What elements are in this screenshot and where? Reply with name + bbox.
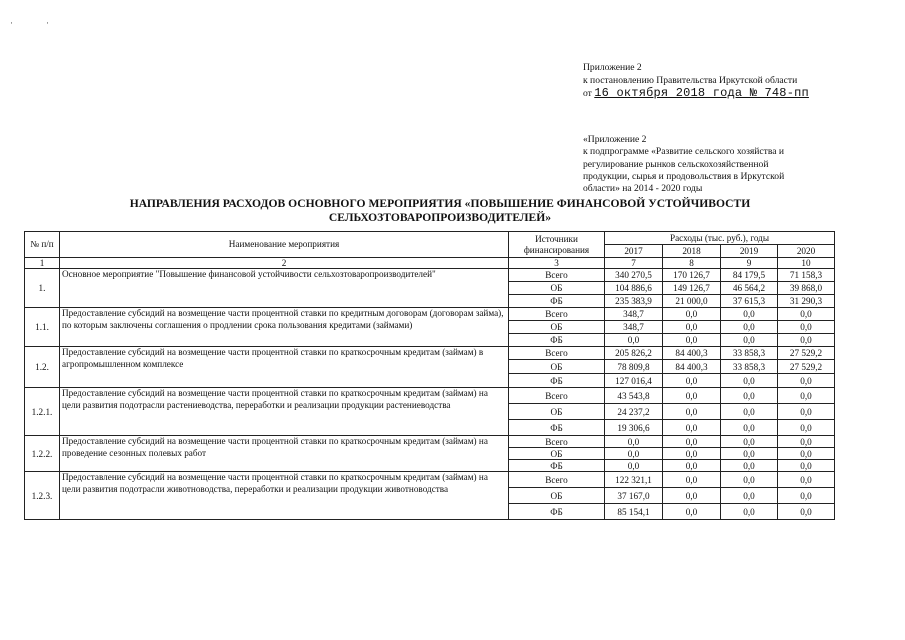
value-2018: 84 400,3 — [663, 347, 721, 360]
value-2018: 84 400,3 — [663, 360, 721, 374]
row-source: ФБ — [509, 334, 605, 347]
row-name: Предоставление субсидий на возмещение части процентной ставки по краткосрочным кредитам (займам) в агропромышленном комплексе — [60, 347, 509, 388]
index-cell: 2 — [60, 258, 509, 269]
value-2020: 0,0 — [778, 436, 835, 448]
value-2017: 104 886,6 — [605, 282, 663, 295]
value-2020: 0,0 — [778, 334, 835, 347]
date-prefix: от — [583, 88, 592, 99]
row-name: Предоставление субсидий на возмещение части процентной ставки по краткосрочным кредитам (займам) на цели развития подотрасли растениеводства, переработки и реализации продукции растениеводства — [60, 388, 509, 436]
index-row — [25, 258, 835, 269]
value-2019: 0,0 — [721, 472, 778, 488]
table-row — [25, 347, 835, 360]
subprogram-line-5: области» на 2014 - 2020 годы — [583, 183, 703, 195]
value-2018: 21 000,0 — [663, 295, 721, 308]
scan-mark-1: · — [10, 18, 13, 28]
value-2018: 170 126,7 — [663, 269, 721, 282]
value-2019: 0,0 — [721, 488, 778, 504]
value-2017: 85 154,1 — [605, 504, 663, 520]
value-2018: 149 126,7 — [663, 282, 721, 295]
value-2019: 0,0 — [721, 436, 778, 448]
header-expenses: Расходы (тыс. руб.), годы — [605, 232, 835, 245]
header-num: № п/п — [25, 232, 60, 258]
value-2020: 0,0 — [778, 460, 835, 472]
row-source: ОБ — [509, 282, 605, 295]
value-2017: 348,7 — [605, 321, 663, 334]
subprogram-line-2: к подпрограмме «Развитие сельского хозяйства и — [583, 146, 785, 158]
title-line-2: СЕЛЬХОЗТОВАРОПРОИЗВОДИТЕЛЕЙ» — [328, 211, 552, 224]
index-cell: 7 — [605, 258, 663, 269]
row-source: ФБ — [509, 295, 605, 308]
index-cell: 3 — [509, 258, 605, 269]
value-2019: 0,0 — [721, 388, 778, 404]
value-2019: 33 858,3 — [721, 347, 778, 360]
table-row — [25, 472, 835, 488]
value-2020: 0,0 — [778, 504, 835, 520]
header-year-2019: 2019 — [721, 245, 778, 258]
value-2017: 235 383,9 — [605, 295, 663, 308]
header-year-2018: 2018 — [663, 245, 721, 258]
value-2018: 0,0 — [663, 472, 721, 488]
value-2020: 0,0 — [778, 448, 835, 460]
row-source: Всего — [509, 269, 605, 282]
row-source: ФБ — [509, 504, 605, 520]
value-2017: 348,7 — [605, 308, 663, 321]
value-2018: 0,0 — [663, 504, 721, 520]
value-2020: 0,0 — [778, 308, 835, 321]
appendix-label: Приложение 2 — [583, 62, 642, 73]
value-2017: 340 270,5 — [605, 269, 663, 282]
value-2018: 0,0 — [663, 436, 721, 448]
value-2020: 0,0 — [778, 420, 835, 436]
value-2018: 0,0 — [663, 308, 721, 321]
header-source: Источники финансирования — [509, 232, 605, 258]
value-2018: 0,0 — [663, 374, 721, 388]
row-source: Всего — [509, 347, 605, 360]
table-row — [25, 388, 835, 404]
value-2018: 0,0 — [663, 448, 721, 460]
value-2017: 37 167,0 — [605, 488, 663, 504]
scan-mark-2: · — [46, 18, 49, 28]
value-2019: 0,0 — [721, 321, 778, 334]
value-2017: 0,0 — [605, 334, 663, 347]
value-2020: 0,0 — [778, 488, 835, 504]
value-2017: 205 826,2 — [605, 347, 663, 360]
value-2017: 78 809,8 — [605, 360, 663, 374]
value-2020: 31 290,3 — [778, 295, 835, 308]
value-2019: 84 179,5 — [721, 269, 778, 282]
row-source: ОБ — [509, 488, 605, 504]
value-2017: 122 321,1 — [605, 472, 663, 488]
row-name: Предоставление субсидий на возмещение части процентной ставки по краткосрочным кредитам (займам) на проведение сезонных полевых работ — [60, 436, 509, 472]
row-source: Всего — [509, 388, 605, 404]
row-number: 1. — [25, 269, 60, 308]
row-name: Предоставление субсидий на возмещение части процентной ставки по кредитным договорам (договорам займа), по которым заключены соглашения о продлении срока пользования кредитами (займами) — [60, 308, 509, 347]
value-2019: 0,0 — [721, 404, 778, 420]
row-source: ФБ — [509, 460, 605, 472]
header-year-2020: 2020 — [778, 245, 835, 258]
row-number: 1.2. — [25, 347, 60, 388]
value-2019: 37 615,3 — [721, 295, 778, 308]
index-cell: 9 — [721, 258, 778, 269]
table-row — [25, 436, 835, 448]
index-cell: 1 — [25, 258, 60, 269]
value-2018: 0,0 — [663, 488, 721, 504]
value-2020: 0,0 — [778, 404, 835, 420]
value-2020: 71 158,3 — [778, 269, 835, 282]
appendix-date-line — [583, 87, 883, 101]
value-2020: 27 529,2 — [778, 347, 835, 360]
title-line-1: НАПРАВЛЕНИЯ РАСХОДОВ ОСНОВНОГО МЕРОПРИЯТИЯ «ПОВЫШЕНИЕ ФИНАНСОВОЙ УСТОЙЧИВОСТИ — [129, 197, 751, 210]
value-2017: 19 306,6 — [605, 420, 663, 436]
value-2020: 0,0 — [778, 388, 835, 404]
row-source: ОБ — [509, 448, 605, 460]
value-2020: 0,0 — [778, 374, 835, 388]
value-2019: 0,0 — [721, 420, 778, 436]
value-2020: 39 868,0 — [778, 282, 835, 295]
row-source: ФБ — [509, 374, 605, 388]
subprogram-line-1: «Приложение 2 — [583, 134, 647, 145]
expenses-table — [24, 231, 835, 520]
subprogram-header — [583, 134, 833, 195]
row-source: Всего — [509, 436, 605, 448]
appendix-resolution: к постановлению Правительства Иркутской области — [583, 74, 798, 86]
subprogram-line-4: продукции, сырья и продовольствия в Иркутской — [583, 170, 785, 182]
value-2018: 0,0 — [663, 388, 721, 404]
value-2017: 0,0 — [605, 448, 663, 460]
value-2017: 43 543,8 — [605, 388, 663, 404]
row-source: Всего — [509, 472, 605, 488]
value-2018: 0,0 — [663, 420, 721, 436]
value-2020: 27 529,2 — [778, 360, 835, 374]
document-title — [60, 197, 820, 225]
row-source: ФБ — [509, 420, 605, 436]
row-number: 1.2.2. — [25, 436, 60, 472]
subprogram-line-3: регулирование рынков сельскохозяйственной — [583, 158, 769, 170]
value-2019: 33 858,3 — [721, 360, 778, 374]
value-2018: 0,0 — [663, 321, 721, 334]
row-source: ОБ — [509, 360, 605, 374]
index-cell: 8 — [663, 258, 721, 269]
date-typed: 16 октября 2018 года № 748-пп — [594, 86, 809, 100]
value-2017: 24 237,2 — [605, 404, 663, 420]
value-2018: 0,0 — [663, 404, 721, 420]
row-number: 1.1. — [25, 308, 60, 347]
value-2019: 0,0 — [721, 448, 778, 460]
row-source: ОБ — [509, 321, 605, 334]
table-body — [25, 269, 835, 520]
value-2020: 0,0 — [778, 321, 835, 334]
row-source: ОБ — [509, 404, 605, 420]
value-2020: 0,0 — [778, 472, 835, 488]
row-number: 1.2.3. — [25, 472, 60, 520]
value-2019: 0,0 — [721, 334, 778, 347]
value-2019: 0,0 — [721, 460, 778, 472]
row-name: Основное мероприятие "Повышение финансовой устойчивости сельхозтоваропроизводителей" — [60, 269, 509, 308]
value-2017: 127 016,4 — [605, 374, 663, 388]
row-source: Всего — [509, 308, 605, 321]
index-cell: 10 — [778, 258, 835, 269]
value-2017: 0,0 — [605, 460, 663, 472]
value-2019: 46 564,2 — [721, 282, 778, 295]
value-2019: 0,0 — [721, 504, 778, 520]
table-row — [25, 308, 835, 321]
row-number: 1.2.1. — [25, 388, 60, 436]
header-year-2017: 2017 — [605, 245, 663, 258]
value-2018: 0,0 — [663, 460, 721, 472]
table-row — [25, 269, 835, 282]
value-2019: 0,0 — [721, 308, 778, 321]
value-2018: 0,0 — [663, 334, 721, 347]
appendix-header — [583, 62, 883, 101]
header-name: Наименование мероприятия — [60, 232, 509, 258]
value-2017: 0,0 — [605, 436, 663, 448]
row-name: Предоставление субсидий на возмещение части процентной ставки по краткосрочным кредитам (займам) на цели развития подотрасли животноводства, переработки и реализации продукции животноводства — [60, 472, 509, 520]
value-2019: 0,0 — [721, 374, 778, 388]
